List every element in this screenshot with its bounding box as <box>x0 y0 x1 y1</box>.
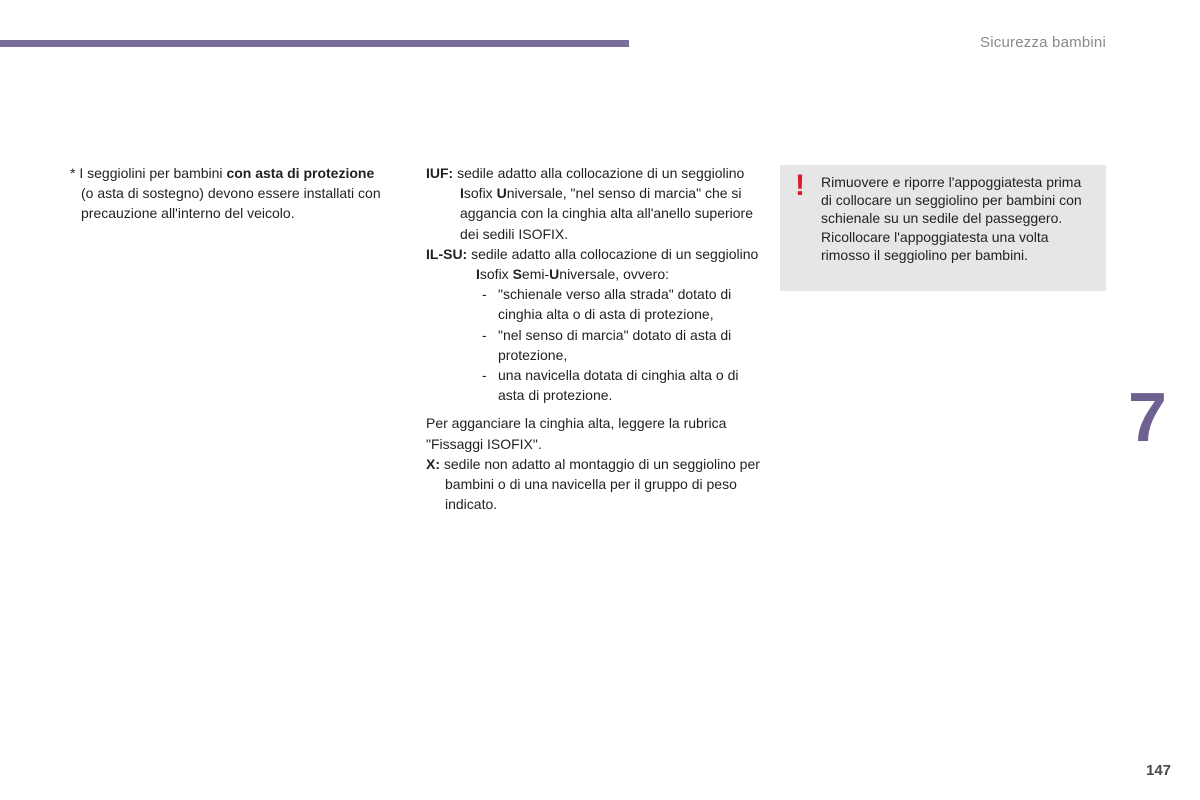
warning-text: Rimuovere e riporre l'appoggiatesta prima di collocare un seggiolino per bambini con schienale su un sedile del passeggero. Ricollocare l'appoggiatesta una volta rimosso il seggiolino per bambini. <box>821 174 1082 263</box>
warning-exclamation-icon: ! <box>795 169 805 202</box>
term-il-su: IL-SU: <box>426 245 468 262</box>
footnote: * I seggiolini per bambini con asta di protezione (o asta di sostegno) devono essere installati con precauzione all'interno del veicolo. <box>70 165 381 222</box>
header-accent-bar <box>0 40 629 47</box>
left-column <box>70 163 390 224</box>
definition-x: X: sedile non adatto al montaggio di un seggiolino per bambini o di una navicella per il gruppo di peso indicato. <box>426 455 760 513</box>
middle-column <box>426 163 766 514</box>
page-number: 147 <box>1146 762 1172 779</box>
footnote-asterisk: * <box>70 165 76 181</box>
definition-il-su: IL-SU: sedile adatto alla collocazione di un seggiolino Isofix Semi-Universale, ovvero: <box>426 245 759 283</box>
list-item: - "schienale verso alla strada" dotato di cinghia alta o di asta di protezione, <box>482 286 732 323</box>
il-su-options-list <box>426 284 766 405</box>
definition-iuf: IUF: sedile adatto alla collocazione di un seggiolino Isofix Universale, "nel senso di marcia" che si aggancia con la cinghia alta all'anello superiore dei sedili ISOFIX. <box>426 165 753 242</box>
chapter-number: 7 <box>1128 378 1167 456</box>
list-item: - "nel senso di marcia" dotato di asta di protezione, <box>482 326 732 363</box>
section-title: Sicurezza bambini <box>980 34 1106 51</box>
term-x: X: <box>426 455 440 472</box>
list-item: - una navicella dotata di cinghia alta o di asta di protezione. <box>482 367 739 404</box>
top-tether-note: Per agganciare la cinghia alta, leggere la rubrica "Fissaggi ISOFIX". <box>426 415 727 452</box>
term-iuf: IUF: <box>426 165 454 181</box>
warning-box <box>780 165 1106 291</box>
